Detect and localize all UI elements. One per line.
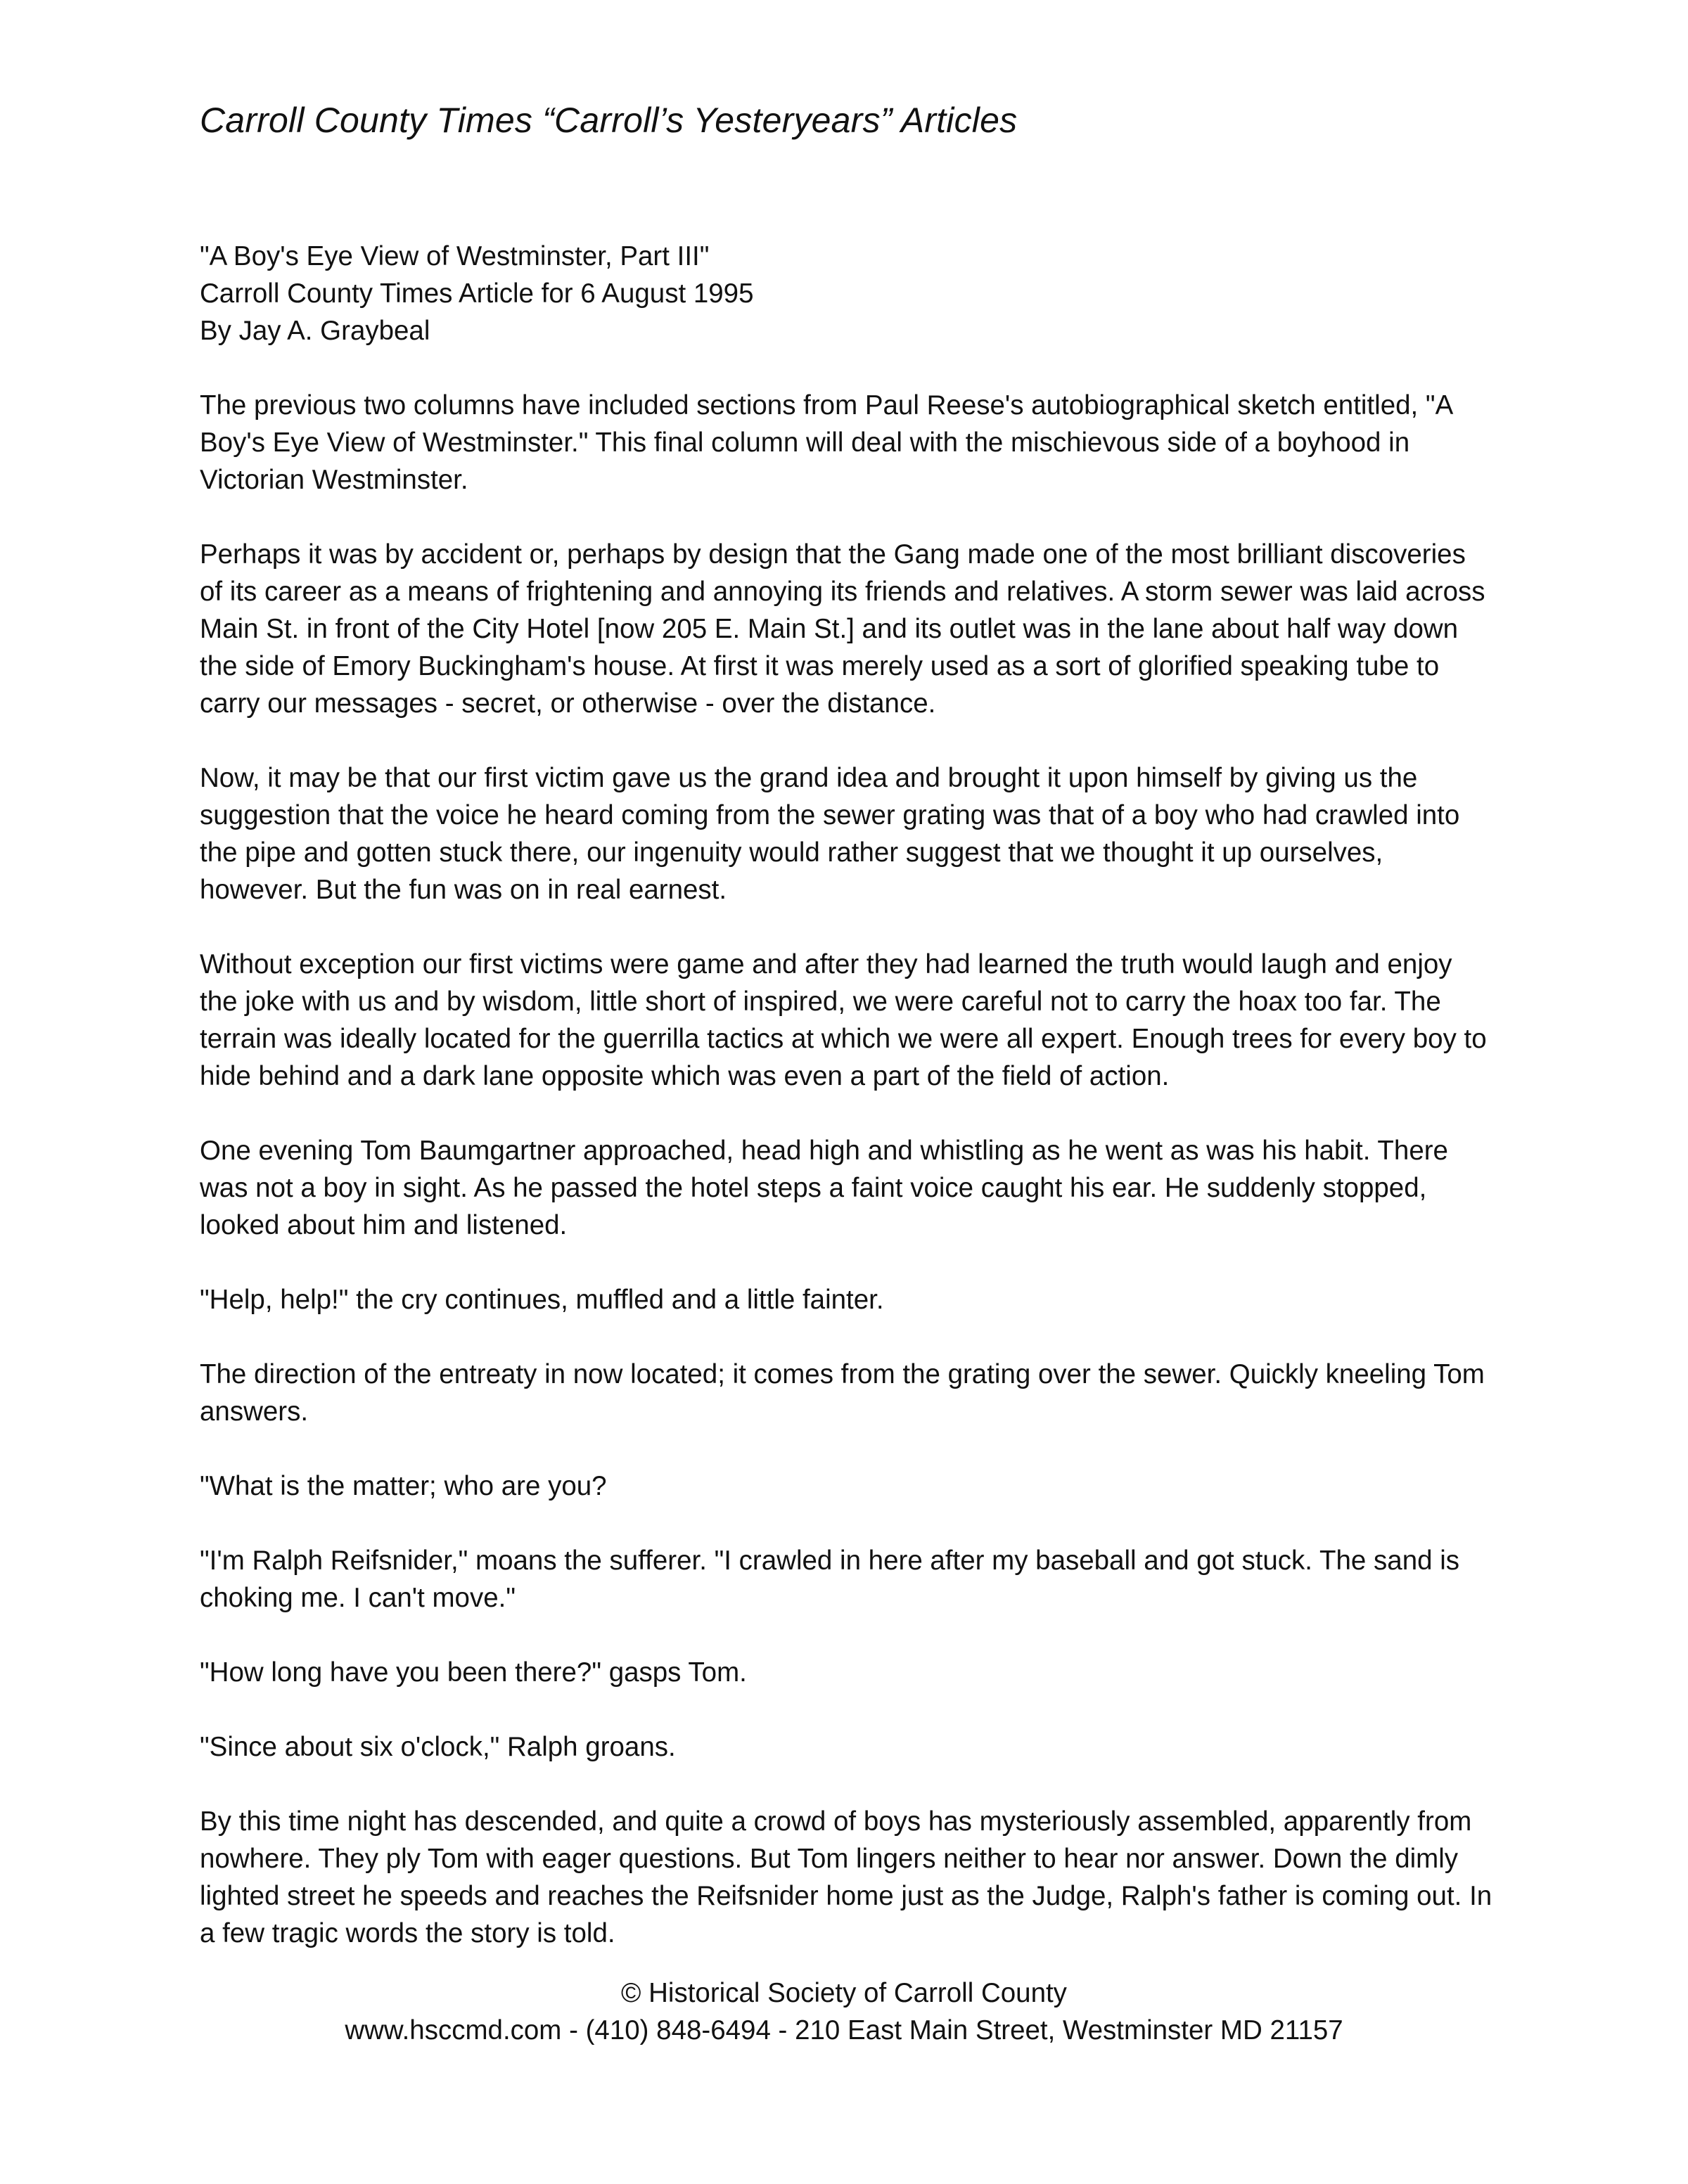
article-byline: By Jay A. Graybeal [200, 316, 430, 346]
paragraph: By this time night has descended, and quite a crowd of boys has mysteriously assembled, apparently from nowhere. They ply Tom with eager questions. But Tom lingers neither to hear nor answer. Down the dimly lighted street he speeds and reaches the Reifsnider home just as the Judge, Ralph's father is coming out. In a few tragic words the story is told. [200, 1806, 1492, 1948]
article-body [200, 238, 1494, 1989]
footer-contact: www.hsccmd.com - (410) 848-6494 - 210 East Main Street, Westminster MD 21157 [345, 2015, 1343, 2045]
paragraph: Perhaps it was by accident or, perhaps by design that the Gang made one of the most brilliant discoveries of its career as a means of frightening and annoying its friends and relatives. A storm sewer was laid across Main St. in front of the City Hotel [now 205 E. Main St.] and its outlet was in the lane about half way down the side of Emory Buckingham's house. At first it was merely used as a sort of glorified speaking tube to carry our messages - secret, or otherwise - over the distance. [200, 539, 1485, 719]
paragraph: "How long have you been there?" gasps Tom. [200, 1657, 747, 1688]
paragraph: The direction of the entreaty in now located; it comes from the grating over the sewer. Quickly kneeling Tom answers. [200, 1359, 1485, 1427]
footer-copyright: © Historical Society of Carroll County [621, 1978, 1067, 2008]
paragraph: Now, it may be that our first victim gave us the grand idea and brought it upon himself by giving us the suggestion that the voice he heard coming from the sewer grating was that of a boy who had crawled into the pipe and gotten stuck there, our ingenuity would rather suggest that we thought it up ourselves, however. But the fun was on in real earnest. [200, 763, 1460, 905]
paragraph: "I'm Ralph Reifsnider," moans the sufferer. "I crawled in here after my baseball and got stuck. The sand is choking me. I can't move." [200, 1546, 1460, 1613]
article-dateline: Carroll County Times Article for 6 August 1995 [200, 278, 754, 309]
article-meta [200, 238, 1494, 349]
paragraph: "What is the matter; who are you? [200, 1471, 607, 1501]
page-footer [0, 1974, 1688, 2049]
paragraph: The previous two columns have included sections from Paul Reese's autobiographical sketch entitled, "A Boy's Eye View of Westminster." This final column will deal with the mischievous side of a boyhood in Victorian Westminster. [200, 390, 1452, 495]
paragraph: "Since about six o'clock," Ralph groans. [200, 1732, 676, 1762]
paragraph: Without exception our first victims were game and after they had learned the truth would laugh and enjoy the joke with us and by wisdom, little short of inspired, we were careful not to carry the hoax too far. The terrain was ideally located for the guerrilla tactics at which we were all expert. Enough trees for every boy to hide behind and a dark lane opposite which was even a part of the field of action. [200, 949, 1487, 1091]
article-title: "A Boy's Eye View of Westminster, Part III" [200, 241, 710, 271]
paragraph: One evening Tom Baumgartner approached, head high and whistling as he went as was his habit. There was not a boy in sight. As he passed the hotel steps a faint voice caught his ear. He suddenly stopped, looked about him and listened. [200, 1136, 1448, 1240]
running-header: Carroll County Times “Carroll’s Yesteryears” Articles [200, 101, 1018, 140]
paragraph: "Help, help!" the cry continues, muffled and a little fainter. [200, 1285, 884, 1315]
